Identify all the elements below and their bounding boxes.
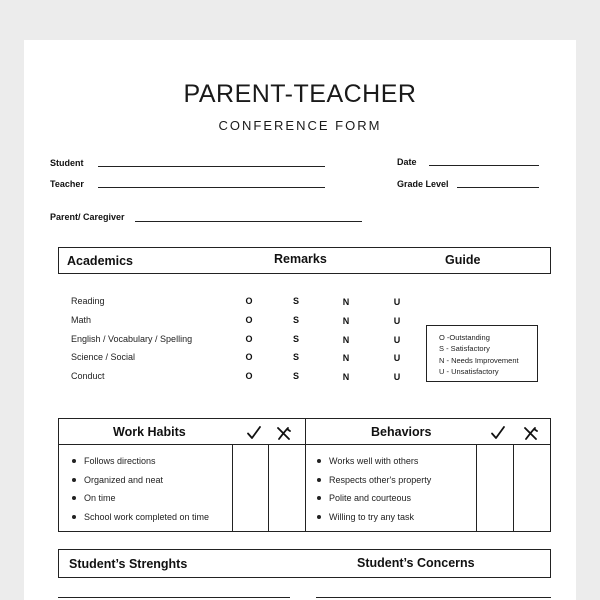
grade-o[interactable]: O — [245, 371, 253, 381]
legend-item: S - Satisfactory — [439, 344, 490, 353]
legend-item: O -Outstanding — [439, 333, 490, 342]
table-divider — [268, 444, 269, 532]
grade-u[interactable]: U — [393, 297, 401, 307]
grade-u[interactable]: U — [393, 353, 401, 363]
work-habit-item: Follows directions — [72, 456, 156, 466]
grade-level-label: Grade Level — [397, 179, 449, 189]
behaviors-heading: Behaviors — [371, 425, 432, 439]
legend-item: U - Unsatisfactory — [439, 367, 499, 376]
remarks-heading: Remarks — [274, 252, 327, 266]
grade-s[interactable]: S — [292, 334, 299, 344]
grade-u[interactable]: U — [393, 316, 401, 326]
concerns-line[interactable] — [316, 597, 551, 598]
grade-s[interactable]: S — [292, 315, 299, 325]
subject-label: Math — [71, 315, 92, 325]
guide-heading: Guide — [445, 253, 481, 267]
parent-label: Parent/ Caregiver — [50, 212, 125, 222]
subject-label: Reading — [71, 296, 105, 306]
behavior-item: Willing to try any task — [317, 512, 414, 522]
grade-n[interactable]: N — [342, 353, 350, 363]
academics-heading: Academics — [67, 254, 134, 268]
work-habit-item: School work completed on time — [72, 512, 209, 522]
work-habit-item: On time — [72, 493, 116, 503]
legend-item: N - Needs Improvement — [439, 356, 519, 365]
grade-u[interactable]: U — [393, 372, 401, 382]
cross-icon — [522, 425, 538, 441]
work-habit-item: Organized and neat — [72, 475, 163, 485]
teacher-field[interactable] — [98, 187, 325, 188]
grade-n[interactable]: N — [342, 372, 350, 382]
behavior-item: Respects other's property — [317, 475, 431, 485]
form-subtitle: CONFERENCE FORM — [218, 118, 382, 133]
table-divider — [305, 418, 306, 532]
student-field[interactable] — [98, 166, 325, 167]
table-divider — [476, 444, 477, 532]
work-habits-heading: Work Habits — [113, 425, 186, 439]
grade-o[interactable]: O — [245, 352, 253, 362]
student-label: Student — [50, 158, 84, 168]
teacher-label: Teacher — [50, 179, 84, 189]
grade-n[interactable]: N — [342, 316, 350, 326]
grade-s[interactable]: S — [292, 296, 299, 306]
behavior-item: Polite and courteous — [317, 493, 411, 503]
subject-label: English / Vocabulary / Spelling — [71, 334, 193, 344]
cross-icon — [275, 425, 291, 441]
date-label: Date — [397, 157, 417, 167]
grade-s[interactable]: S — [292, 352, 299, 362]
grade-o[interactable]: O — [245, 315, 253, 325]
subject-label: Conduct — [71, 371, 105, 381]
check-icon — [246, 425, 262, 441]
behavior-item: Works well with others — [317, 456, 418, 466]
grade-n[interactable]: N — [342, 335, 350, 345]
grade-level-field[interactable] — [457, 187, 539, 188]
form-title: PARENT-TEACHER — [183, 80, 417, 108]
table-divider — [513, 444, 514, 532]
grade-u[interactable]: U — [393, 335, 401, 345]
grade-o[interactable]: O — [245, 296, 253, 306]
parent-field[interactable] — [135, 221, 362, 222]
strengths-heading: Student’s Strenghts — [69, 557, 188, 571]
concerns-heading: Student’s Concerns — [357, 556, 475, 570]
strengths-line[interactable] — [58, 597, 290, 598]
check-icon — [490, 425, 506, 441]
date-field[interactable] — [429, 165, 539, 166]
table-divider — [232, 444, 233, 532]
grade-s[interactable]: S — [292, 371, 299, 381]
subject-label: Science / Social — [71, 352, 136, 362]
grade-n[interactable]: N — [342, 297, 350, 307]
grade-o[interactable]: O — [245, 334, 253, 344]
